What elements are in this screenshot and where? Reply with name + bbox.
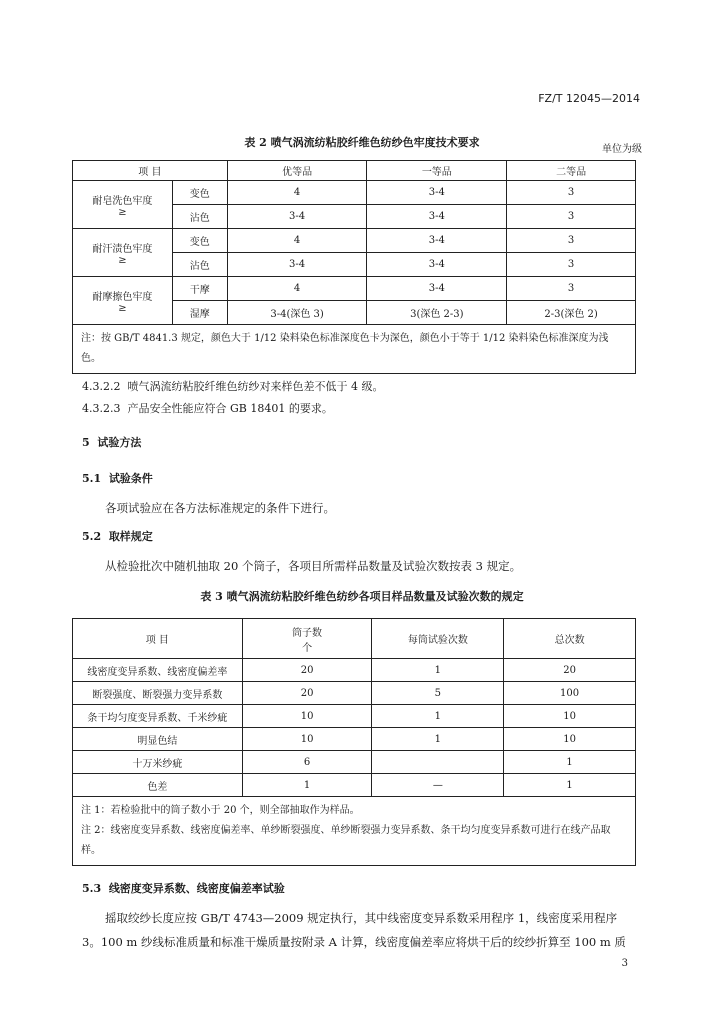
table3-header-bobbins: 筒子数 个 (242, 619, 372, 659)
section-5-heading: 5 试验方法 (82, 436, 142, 449)
table2-cell: 3 (507, 277, 636, 301)
table2-cell: 4 (227, 229, 367, 253)
section-5-1-body: 各项试验应在各方法标准规定的条件下进行。 (105, 501, 335, 515)
table3-cell: 10 (504, 705, 636, 728)
table2-cell: 3-4 (227, 253, 367, 277)
table3 (72, 618, 636, 866)
table3-cell: — (372, 774, 504, 797)
table2-group: 耐皂洗色牢度 ≥ (73, 181, 173, 229)
table3-header-total: 总次数 (504, 619, 636, 659)
page-number: 3 (621, 958, 628, 969)
table2-group: 耐摩擦色牢度 ≥ (73, 277, 173, 325)
table2-cell: 3-4 (367, 253, 507, 277)
table3-cell: 100 (504, 682, 636, 705)
table3-item: 十万米纱疵 (73, 751, 243, 774)
table2-sub: 干摩 (172, 277, 227, 301)
table3-cell: 10 (504, 728, 636, 751)
table2-sub: 沾色 (172, 205, 227, 229)
table3-caption: 表 3 喷气涡流纺粘胶纤维色纺纱各项目样品数量及试验次数的规定 (200, 590, 524, 603)
table2-cell: 4 (227, 277, 367, 301)
table2-cell: 3 (507, 181, 636, 205)
table2-cell: 3 (507, 205, 636, 229)
table3-cell: 1 (504, 751, 636, 774)
table3-item: 条干均匀度变异系数、千米纱疵 (73, 705, 243, 728)
table3-notes (73, 797, 636, 866)
table2-cell: 3(深色 2-3) (367, 301, 507, 325)
table3-cell: 20 (242, 682, 372, 705)
table3-header-item: 项 目 (73, 619, 243, 659)
table2-sub: 变色 (172, 181, 227, 205)
table3-item: 色差 (73, 774, 243, 797)
table2-header-premium: 优等品 (227, 161, 367, 181)
table3-item: 线密度变异系数、线密度偏差率 (73, 659, 243, 682)
table2-header-first: 一等品 (367, 161, 507, 181)
table3-cell: 1 (372, 705, 504, 728)
table2-sub: 沾色 (172, 253, 227, 277)
table3-cell: 1 (242, 774, 372, 797)
table2-cell: 3-4 (367, 229, 507, 253)
section-5-3-heading: 5.3 线密度变异系数、线密度偏差率试验 (82, 882, 285, 895)
table3-note-2: 注 2：线密度变异系数、线密度偏差率、单纱断裂强度、单纱断裂强力变异系数、条干均匀度变异系数可进行在线产品取样。 (81, 825, 611, 856)
table3-cell: 10 (242, 728, 372, 751)
section-5-2-heading: 5.2 取样规定 (82, 530, 153, 543)
section-5-1-heading: 5.1 试验条件 (82, 472, 153, 485)
table3-cell: 5 (372, 682, 504, 705)
table2-cell: 3-4(深色 3) (227, 301, 367, 325)
table3-cell: 1 (372, 728, 504, 751)
table3-cell: 1 (372, 659, 504, 682)
table2-cell: 3-4 (367, 205, 507, 229)
table2-caption: 表 2 喷气涡流纺粘胶纤维色纺纱色牢度技术要求 (244, 136, 480, 149)
standard-number: FZ/T 12045—2014 (538, 92, 640, 105)
section-5-2-body: 从检验批次中随机抽取 20 个筒子，各项目所需样品数量及试验次数按表 3 规定。 (105, 559, 522, 573)
table2-unit: 单位为级 (602, 144, 642, 155)
table2-cell: 4 (227, 181, 367, 205)
table2-note: 注：按 GB/T 4841.3 规定，颜色大于 1/12 染料染色标准深度色卡为深色，颜色小于等于 1/12 染料染色标准深度为浅色。 (73, 325, 636, 374)
table2-group: 耐汗渍色牢度 ≥ (73, 229, 173, 277)
table3-cell: 6 (242, 751, 372, 774)
table2-cell: 2-3(深色 2) (507, 301, 636, 325)
table2-header-item: 项 目 (73, 161, 228, 181)
table3-cell (372, 751, 504, 774)
table2-cell: 3 (507, 229, 636, 253)
table3-note-1: 注 1：若检验批中的筒子数小于 20 个，则全部抽取作为样品。 (81, 805, 360, 816)
clause-4-3-2-2: 4.3.2.2 喷气涡流纺粘胶纤维色纺纱对来样色差不低于 4 级。 (82, 380, 384, 393)
table2-header-second: 二等品 (507, 161, 636, 181)
table3-header-per-bobbin: 每筒试验次数 (372, 619, 504, 659)
section-5-3-body: 摇取绞纱长度应按 GB/T 4743—2009 规定执行，其中线密度变异系数采用程序 1，线密度采用程序 3。100 m 纱线标准质量和标准干燥质量按附录 A 计算，线密度偏差率应将烘干后的绞纱折算至 100 m 质 (82, 911, 626, 949)
table2-cell: 3-4 (367, 277, 507, 301)
clause-4-3-2-3: 4.3.2.3 产品安全性能应符合 GB 18401 的要求。 (82, 402, 333, 415)
table3-cell: 20 (504, 659, 636, 682)
table2-sub: 湿摩 (172, 301, 227, 325)
table2 (72, 160, 636, 374)
table2-cell: 3-4 (227, 205, 367, 229)
table3-cell: 1 (504, 774, 636, 797)
table2-sub: 变色 (172, 229, 227, 253)
table3-item: 断裂强度、断裂强力变异系数 (73, 682, 243, 705)
table2-cell: 3 (507, 253, 636, 277)
table3-cell: 20 (242, 659, 372, 682)
table3-item: 明显色结 (73, 728, 243, 751)
table2-cell: 3-4 (367, 181, 507, 205)
table3-cell: 10 (242, 705, 372, 728)
